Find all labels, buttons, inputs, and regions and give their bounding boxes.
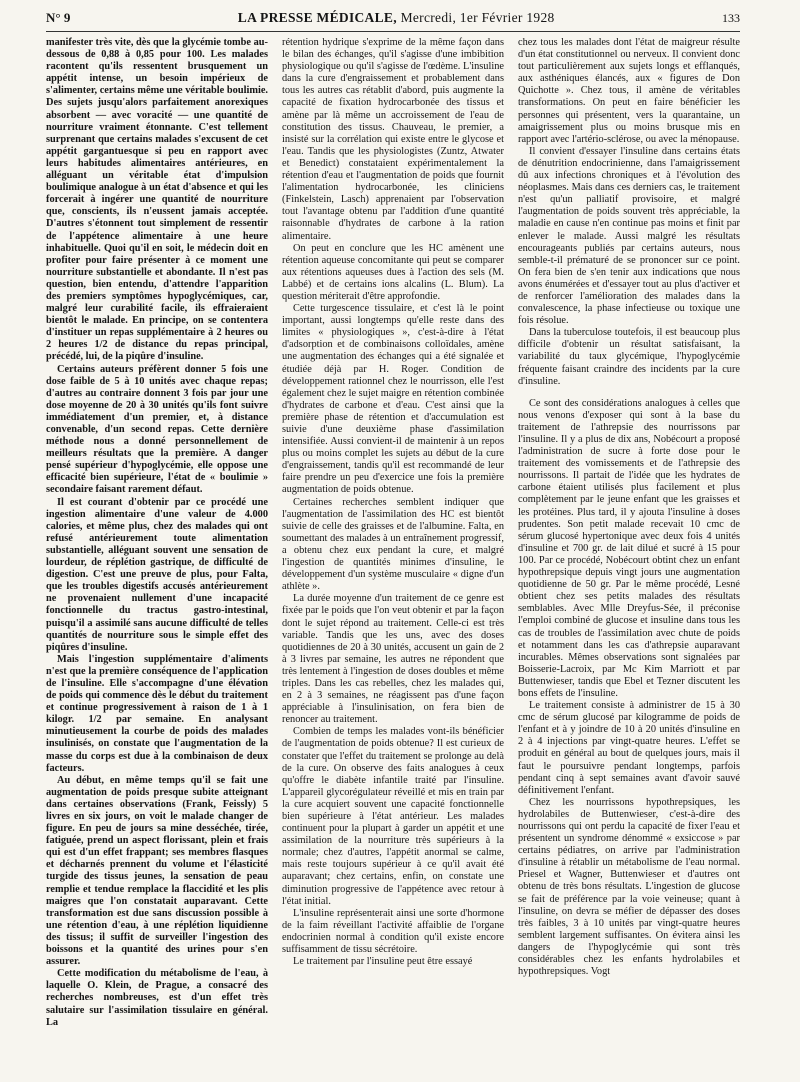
paragraph: Certains auteurs préfèrent donner 5 fois une dose faible de 5 à 10 unités avec chaque repas; d'autres au contraire donnent 3 fois par jour une dose moyenne de 20 à 30 unités qu'ils font suivre immédiatement d'un premier, et, à distance convenable, d'un second repas. Cette dernière méthode nous a donné personnellement de meilleurs résultats que la première. A danger pensé supérieur d'hypoglycémie, elle oppose une efficacité bien supérieure, l'état de « boulimie » secondaire faisant rarement défaut. [46, 363, 268, 496]
header-rule [46, 31, 740, 32]
paragraph: On peut en conclure que les HC amènent une rétention aqueuse concomitante qui peut se comparer aux rétentions aqueuses dues à l'action des sels (M. Labbé) et de certains ions alcalins (L. Blum). La question mériterait d'être approfondie. [282, 242, 504, 302]
paragraph: rétention hydrique s'exprime de la même façon dans le bilan des échanges, qu'il s'agisse d'une imbibition physiologique ou qu'il s'agisse de l'œdème. L'insuline dans la cure d'engraissement et probablement dans tous les autres cas rétablit d'abord, puis augmente la capacité de fixation hydrocarbonée des tissus et amène par là même un accroissement de l'eau de constitution des tissus. Chauveau, le premier, a insisté sur la corrélation qui existe entre le glycose et l'eau. Tandis que les physiologistes (Zuntz, Atwater et Benedict) constataient expérimentalement la rétention d'eau et l'augmentation de poids que fournit l'alimentation hydrocarbonée, les cliniciens (Finkelstein, Lasch) apprenaient par l'observation tout l'avantage obtenu par l'addition d'une quantité raisonnable d'hydrates de carbone à la ration alimentaire. [282, 37, 504, 242]
paragraph: Cette modification du métabolisme de l'eau, à laquelle O. Klein, de Prague, a consacré des recherches nombreuses, est d'un effet très salutaire sur l'assimilation tissulaire en général. La [46, 968, 268, 1028]
paragraph: Combien de temps les malades vont-ils bénéficier de l'augmentation de poids obtenue? Il est curieux de constater que l'effet du traitement se prolonge au delà de la cure. On observe des faits analogues à ceux qu'offre le diabète infantile traité par l'insuline. L'appareil glycorégulateur réveillé et mis en train par la cure acquiert souvent une capacité fonctionnelle bien supérieure à l'état antérieur. Les malades continuent pour la plupart à garder un appétit et une assimilation de la nourriture très supérieurs à la normale; chez d'autres, l'appétit anormal se calme, mais reste toujours supérieur à ce qu'il avait été auparavant; chez certains, enfin, on constate une diminution progressive de l'appétence avec retour à l'état initial. [282, 726, 504, 907]
column-2 [282, 37, 504, 1073]
paragraph: Mais l'ingestion supplémentaire d'aliments n'est que la première conséquence de l'application de l'insuline. Elle s'accompagne d'une élévation de poids qui commence dès le début du traitement et continue progressivement à raison de 1 à 1 kilogr. 1/2 par semaine. En analysant minutieusement la courbe de poids des malades insulinisés, on constate que l'augmentation de la masse du corps est due à la combinaison de deux facteurs. [46, 653, 268, 774]
paragraph: Dans la tuberculose toutefois, il est beaucoup plus difficile d'obtenir un résultat satisfaisant, la variabilité du taux glycémique, l'hypoglycémie fréquente faisant craindre des incidents par la cure d'insuline. [518, 327, 740, 387]
paragraph: chez tous les malades dont l'état de maigreur résulte d'un état constitutionnel ou nerveux. Il convient donc tout particulièrement aux sujets longs et efflanqués, aux asthéniques élancés, aux « figures de Don Quichotte ». Chez tous, il amène de véritables transformations. On peut en faire bénéficier les personnes qui présentent, vers la quarantaine, un amaigrissement plus ou moins brusque mis en rapport avec l'artério-sclérose, ou avec la ménopause. [518, 37, 740, 145]
column-3 [518, 37, 740, 1073]
paragraph: Chez les nourrissons hypothrepsiques, les hydrolabiles de Buttenwieser, c'est-à-dire des nourrissons qui ont perdu la capacité de fixer l'eau et présentent un syndrome dénommé « exsiccose » par certains pédiatres, on arrive par l'administration d'insuline à rétablir un métabolisme de l'eau normal. Priesel et Wagner, Buttenwieser et d'autres ont obtenu de très bons résultats. L'ingestion de glucose se fait de préférence par la voie veineuse; quant à l'insuline, on devra se méfier de dépasser des doses très faibles, 3 à 10 unités par vingt-quatre heures semblent largement suffisantes. On évitera ainsi les dangers de l'hypoglycémie qui sont très considérables chez les enfants hydrolabiles et hypothrepsiques. Vogt [518, 796, 740, 978]
issue-number: N° 9 [46, 10, 71, 25]
paragraph: Il convient d'essayer l'insuline dans certains états de dénutrition endocrinienne, dans l'amaigrissement dû aux infections chroniques et à l'évolution des néoplasmes. Mais dans ces derniers cas, le traitement n'est qu'un palliatif provisoire, et malgré l'augmentation de poids souvent très appréciable, la maladie en cause n'en continue pas moins et finit par enlever le malade. Aussi malgré les résultats encourageants publiés par certains auteurs, nous semble-t-il prématuré de se prononcer sur ce point. On fera bien de s'en tenir aux indications que nous avons énumérées et d'essayer tout au plus d'activer et de renforcer l'amélioration des malades dans la convalescence, la phase infectieuse ou toxique une fois résolue. [518, 145, 740, 327]
paragraph: Au début, en même temps qu'il se fait une augmentation de poids presque subite atteignant dans certaines observations (Frank, Feissly) 5 livres en six jours, on voit le malade changer de figure. En peu de jours sa mine desséchée, tirée, fatiguée, prend un aspect florissant, plein et frais qui est d'un effet frappant; ses membres flasques et décharnés prennent du volume et l'élasticité turgide des tissus jeunes, la sensation de peau remplie et tendue remplace la flaccidité et les plis maigres que l'on constatait auparavant. Cette transformation est due sans discussion possible à une rétention d'eau, à une réplétion liquidienne des tissus; il suffit de surveiller l'ingestion des boissons et la quantité des urines pour s'en assurer. [46, 774, 268, 968]
section-spacer [518, 388, 740, 398]
paragraph: Le traitement consiste à administrer de 15 à 30 cmc de sérum glucosé par kilogramme de poids de l'enfant et à y joindre de 10 à 20 unités d'insuline en 2 à 4 injections par vingt-quatre heures. L'effet se produit en général au bout de quelques jours, mais il faut le poursuivre pendant longtemps, parfois pendant cinq à sept semaines avant d'avoir sauvé définitivement l'enfant. [518, 700, 740, 796]
page-number: 133 [722, 11, 740, 25]
issue-date: Mercredi, 1er Février 1928 [400, 10, 555, 25]
journal-name: LA PRESSE MÉDICALE, [237, 10, 397, 25]
column-1 [46, 37, 268, 1073]
paragraph: Il est courant d'obtenir par ce procédé une ingestion alimentaire d'une valeur de 4.000 calories, et même plus, chez des malades qui ont refusé antérieurement toute alimentation substantielle, alléguant souvent une sensation de lourdeur, de réplétion gastrique, de difficulté de digestion. C'est une preuve de plus, pour Falta, que les troubles digestifs accusés antérieurement ne provenaient nullement d'une incapacité fonctionnelle du tractus gastro-intestinal, puisqu'il a assimilé sans aucune difficulté de telles quantités de nourriture sous le simple effet des piqûres d'insuline. [46, 496, 268, 653]
paragraph: Le traitement par l'insuline peut être essayé [293, 956, 473, 968]
paragraph: La durée moyenne d'un traitement de ce genre est fixée par le poids que l'on veut obtenir et par la façon dont le sujet répond au traitement. Celle-ci est très variable. Tandis que les uns, avec des doses quotidiennes de 20 à 30 unités, accusent un gain de 2 à 3 livres par semaine, les autres ne répondent que très lentement à l'ingestion de doses doubles et même triples. Dans les cas rebelles, chez les malades qui, en 2 à 3 semaines, ne réagissent pas d'une façon appréciable à l'insulinisation, on fera bien de renoncer au traitement. [282, 593, 504, 726]
text-columns [46, 37, 740, 1073]
paragraph: Cette turgescence tissulaire, et c'est là le point important, aussi longtemps qu'elle reste dans des limites « physiologiques », c'est-à-dire à l'état d'adsorption et de combinaisons colloïdales, amène une augmentation des échanges qui a été signalée et étudiée déjà par H. Roger. Condition de développement rationnel chez le nourrisson, elle l'est également chez le sujet maigre en rétention combinée d'hydrates de carbone et d'eau. C'est ainsi que la première phase de rétention et d'accumulation est suivie d'une deuxième phase d'assimilation intensifiée. Aussi convient-il de maintenir à un repos plus ou moins complet les sujets au début de la cure d'engraissement, tandis qu'il est recommandé de leur faire prendre un peu d'exercice une fois la première augmentation de poids obtenue. [282, 303, 504, 496]
journal-title [238, 10, 555, 26]
running-header [46, 10, 740, 32]
paragraph: Ce sont des considérations analogues à celles que nous venons d'exposer qui sont à la base du traitement de l'athrepsie des nourrissons par l'insuline. Il y a plus de dix ans, Nobécourt a proposé l'administration de sucre à forte dose pour le traitement des vomissements et de l'athrepsie des nourrissons. Il partait de l'idée que les hydrates de carbone étaient utilisés plus facilement et plus complètement par le jeune enfant que les graisses et les protéines. Plus tard, il y ajouta l'insuline à doses prudentes. Son petit malade recevait 10 cmc de sérum glucosé hypertonique avec deux fois 4 unités d'insuline et 700 gr. de lait dilué et sucré à 15 pour 100. Par ce procédé, Nobécourt obtint chez un enfant hypothrepsique depuis vingt jours une augmentation quotidienne de 50 gr. Par le même procédé, Lesné obtient chez ses petits malades des résultats semblables. Avec Mlle Dreyfus-Sée, il préconise l'emploi combiné de glucose et insuline dans tous les cas de troubles de l'assimilation avec chute de poids et notamment dans les cas d'athrepsie auparavant incurables. Mêmes observations sont signalées par Boisserie-Lacroix, par Mc Kim Marriott et par Buttenwieser, tandis que Ebel et Tezner discutent les bons effets de l'insuline. [518, 397, 740, 699]
paragraph: manifester très vite, dès que la glycémie tombe au-dessous de 0,88 à 0,85 pour 100. Les malades racontent qu'ils ressentent brusquement un appétit intense, un besoin impérieux de s'alimenter, certains même une véritable boulimie. Des sujets jusqu'alors parfaitement anorexiques absorbent — avec voracité — une quantité de nourriture vraiment étonnante. C'est tellement surprenant que certains malades s'excusent de cet appétit gargantuesque si peu en rapport avec leurs habitudes alimentaires antérieures, en alléguant un véritable état d'impulsion boulimique analogue à un état d'absence et qui les forcerait à ingérer une quantité de nourriture que, conscients, ils n'eussent jamais acceptée. D'autres s'étonnent tout simplement de ressentir de l'appétence alimentaire à une heure inhabituelle. Quoi qu'il en soit, le médecin doit en profiter pour faire présenter à ce moment une nourriture substantielle et abondante. Il n'est pas question, bien entendu, d'attendre l'apparition des premiers symptômes hypoglycémiques, car, malgré leur curabilité facile, ils effraieraient bientôt le malade. En principe, on se contentera d'instituer un repas supplémentaire à 2 heures ou 2 heures 1/2 de distance du repas principal, précédé, lui, de la piqûre d'insuline. [46, 37, 268, 363]
paragraph: Certaines recherches semblent indiquer que l'augmentation de l'assimilation des HC est bientôt suivie de celle des graisses et de l'albumine. Falta, en soumettant des malades à un entraînement progressif, a obtenu chez eux pendant la cure, et malgré l'ingestion de quantités minimes d'insuline, le développement d'un système musculaire « digne d'un athlète ». [282, 496, 504, 593]
paragraph: L'insuline représenterait ainsi une sorte d'hormone de la faim réveillant l'activité affaiblie de l'organe endocrinien normal à condition qu'il existe encore suffisamment de tissu sécrétoire. [282, 907, 504, 956]
